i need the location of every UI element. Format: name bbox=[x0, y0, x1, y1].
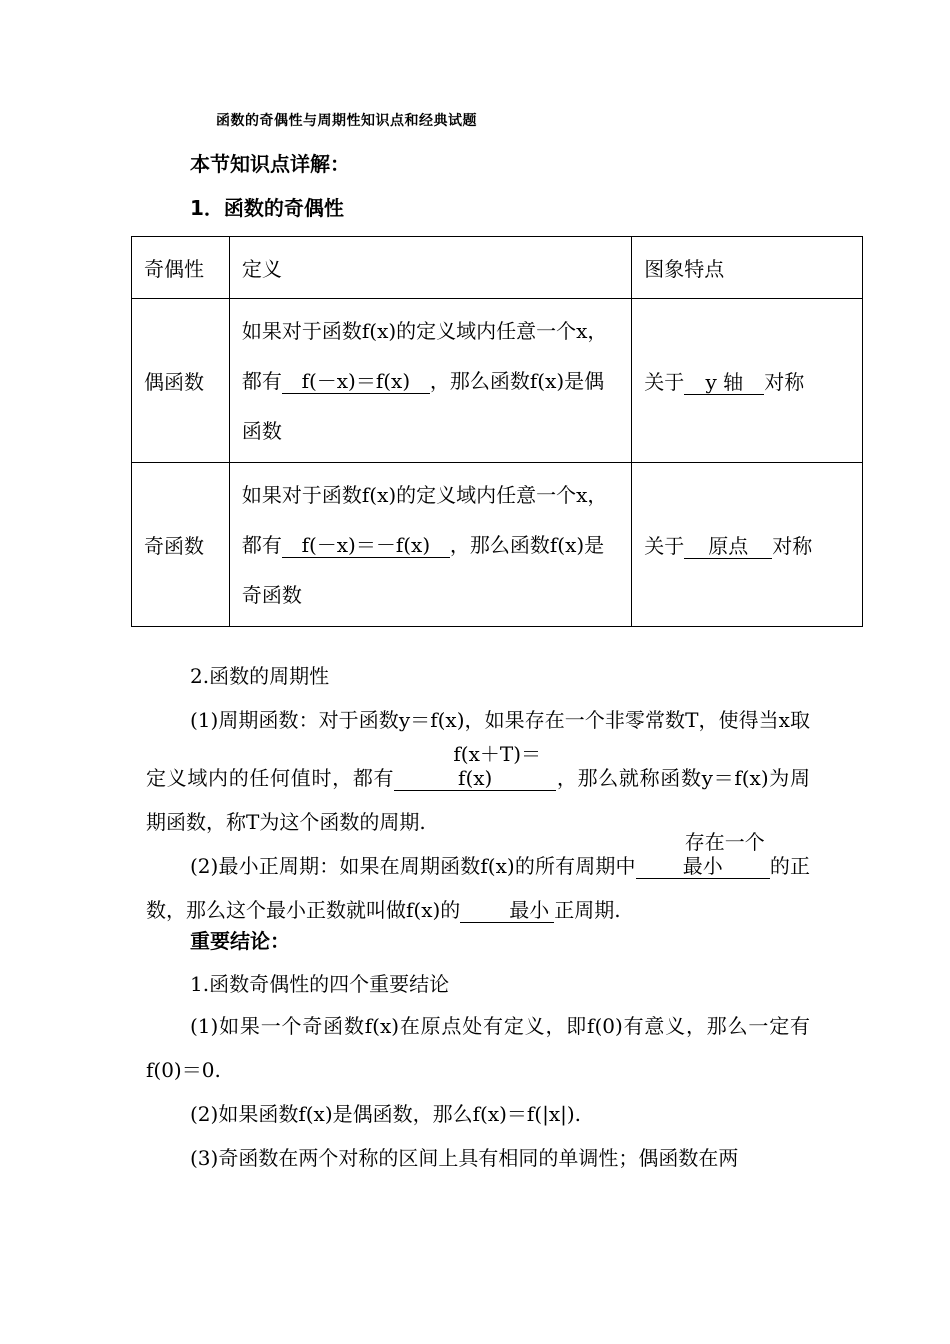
table-row-odd bbox=[132, 463, 863, 627]
period-fill: f(x＋T)＝f(x) bbox=[394, 742, 556, 791]
even-name: 偶函数 bbox=[132, 299, 230, 463]
knowledge-heading: 本节知识点详解： bbox=[190, 152, 350, 176]
section2-heading: 2.函数的周期性 bbox=[190, 664, 330, 688]
conclusion-heading: 重要结论： bbox=[190, 929, 290, 953]
min-fill-1: 存在一个最小 bbox=[636, 830, 770, 879]
odd-graph bbox=[632, 463, 863, 627]
conclusion1-heading: 1.函数奇偶性的四个重要结论 bbox=[190, 972, 450, 996]
odd-def-fill: f(－x)＝－f(x) bbox=[282, 533, 450, 558]
even-def-pre: 如果对于函数f(x)的定义域内任意一个x，都有 bbox=[241, 318, 608, 393]
odd-graph-post: 对称 bbox=[772, 534, 813, 558]
minimal-period-paragraph bbox=[146, 830, 810, 932]
section1-heading: 1．函数的奇偶性 bbox=[190, 196, 344, 220]
odd-def-pre: 如果对于函数f(x)的定义域内任意一个x，都有 bbox=[241, 482, 608, 557]
even-graph bbox=[632, 299, 863, 463]
even-def-fill: f(－x)＝f(x) bbox=[282, 369, 430, 394]
even-graph-fill: y 轴 bbox=[684, 370, 764, 395]
page-title: 函数的奇偶性与周期性知识点和经典试题 bbox=[216, 113, 477, 129]
parity-table bbox=[131, 236, 863, 627]
conclusion-item-3: (3)奇函数在两个对称的区间上具有相同的单调性；偶函数在两 bbox=[190, 1146, 739, 1170]
header-parity: 奇偶性 bbox=[132, 237, 230, 299]
min-mid: 的正数，那么这个最小正数就叫做f(x)的 bbox=[146, 854, 810, 922]
min-post: 正周期. bbox=[554, 898, 621, 922]
even-graph-pre: 关于 bbox=[644, 370, 685, 394]
conclusion-item-2: (2)如果函数f(x)是偶函数，那么f(x)＝f(|x|). bbox=[190, 1102, 582, 1126]
period-paragraph bbox=[146, 698, 810, 844]
odd-graph-pre: 关于 bbox=[644, 534, 685, 558]
odd-graph-fill: 原点 bbox=[684, 534, 772, 559]
odd-definition bbox=[229, 463, 631, 627]
even-definition bbox=[229, 299, 631, 463]
min-fill-2: 最小 bbox=[460, 898, 554, 923]
table-row-even bbox=[132, 299, 863, 463]
header-graph: 图象特点 bbox=[632, 237, 863, 299]
odd-def-post: ，那么函数f(x)是奇函数 bbox=[241, 532, 605, 607]
even-graph-post: 对称 bbox=[764, 370, 805, 394]
table-header-row bbox=[132, 237, 863, 299]
conclusion-item-1: (1)如果一个奇函数f(x)在原点处有定义，即f(0)有意义，那么一定有f(0)＝0. bbox=[146, 1014, 810, 1082]
header-definition: 定义 bbox=[229, 237, 631, 299]
period-post: ，那么就称函数y＝f(x)为周期函数，称T为这个函数的周期. bbox=[146, 766, 810, 834]
min-pre: (2)最小正周期：如果在周期函数f(x)的所有周期中 bbox=[190, 854, 636, 878]
period-pre: (1)周期函数：对于函数y＝f(x)，如果存在一个非零常数T，使得当x取定义域内的任何值时，都有 bbox=[146, 708, 810, 790]
even-def-post: ，那么函数f(x)是偶函数 bbox=[241, 368, 605, 443]
odd-name: 奇函数 bbox=[132, 463, 230, 627]
